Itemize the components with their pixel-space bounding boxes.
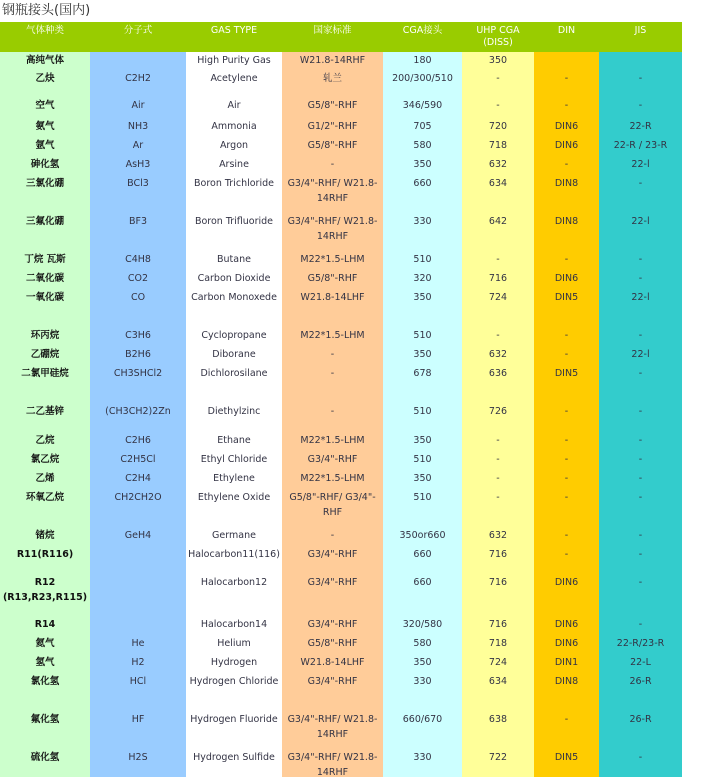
cell-national-standard: G3/4"-RHF/ W21.8-14RHF <box>287 752 378 778</box>
cell-national-standard: G3/4"-RHF/ W21.8-14RHF <box>287 216 378 242</box>
cell-jis: 22-R / 23-R <box>613 140 668 151</box>
cell-gas-type-en: Halocarbon11(116) <box>188 549 280 560</box>
cell-jis: - <box>638 273 643 284</box>
cell-jis: 22-R <box>629 121 652 132</box>
cell-gas-type-en: Hydrogen <box>210 657 258 668</box>
cell-formula: C2H6 <box>125 435 151 446</box>
cell-jis: 22-l <box>631 216 650 227</box>
table-row <box>0 119 682 138</box>
cell-jis: - <box>638 473 643 484</box>
cell-formula: GeH4 <box>124 530 152 541</box>
cell-formula: Air <box>131 100 145 111</box>
cell-national-standard: G5/8"-RHF <box>307 638 358 649</box>
cell-uhp-cga-diss: 634 <box>488 178 508 189</box>
cell-formula: H2 <box>131 657 145 668</box>
page-title: 钢瓶接头(国内) <box>2 3 91 18</box>
cell-jis: 22-l <box>631 159 650 170</box>
cell-din: - <box>564 530 569 541</box>
cell-din: DIN6 <box>554 140 579 151</box>
table-row <box>0 575 682 617</box>
cell-gas-type-en: Butane <box>217 254 251 265</box>
cell-jis: 22-l <box>631 349 650 360</box>
cell-national-standard: W21.8-14LHF <box>300 292 365 303</box>
cell-jis: - <box>638 254 643 265</box>
cell-gas-type-en: Cyclopropane <box>201 330 267 341</box>
cell-din: DIN5 <box>554 368 579 379</box>
cell-cga-connector: 350 <box>413 473 432 484</box>
cell-national-standard: 轧兰 <box>322 73 342 84</box>
header-gas-type-cn: 气体种类 <box>25 25 64 36</box>
cell-formula: Ar <box>132 140 144 151</box>
cell-jis: - <box>638 73 643 84</box>
cell-jis: - <box>638 368 643 379</box>
table-row <box>0 490 682 528</box>
cell-din: - <box>564 549 569 560</box>
cell-uhp-cga-diss: 638 <box>488 714 508 725</box>
cell-gas-type-cn: 锗烷 <box>35 530 55 541</box>
cell-gas-type-cn: 乙硼烷 <box>30 349 60 360</box>
cell-din: DIN5 <box>554 292 579 303</box>
header-uhp-cga-diss: UHP CGA (DISS) <box>476 25 520 48</box>
cell-national-standard: G3/4"-RHF <box>307 619 358 630</box>
cell-gas-type-en: Hydrogen Chloride <box>189 676 279 687</box>
cell-jis: - <box>638 619 643 630</box>
cell-gas-type-cn: 环丙烷 <box>30 330 60 341</box>
cell-cga-connector: 346/590 <box>402 100 443 111</box>
cell-jis: - <box>638 178 643 189</box>
cell-gas-type-cn: 二氧化碳 <box>25 273 64 284</box>
cell-din: DIN6 <box>554 121 579 132</box>
cell-jis: - <box>638 577 643 588</box>
cell-formula: CO2 <box>127 273 149 284</box>
cell-gas-type-en: Ethyl Chloride <box>200 454 268 465</box>
cell-national-standard: G3/4"-RHF <box>307 577 358 588</box>
cell-uhp-cga-diss: 720 <box>488 121 508 132</box>
cell-jis: - <box>638 330 643 341</box>
cell-uhp-cga-diss: 716 <box>488 619 508 630</box>
cell-cga-connector: 510 <box>413 330 432 341</box>
cell-gas-type-cn: 氨气 <box>35 121 55 132</box>
cell-cga-connector: 320/580 <box>402 619 443 630</box>
table-row <box>0 98 682 119</box>
cell-uhp-cga-diss: 716 <box>488 273 508 284</box>
table-row <box>0 138 682 157</box>
cell-cga-connector: 330 <box>413 752 432 763</box>
cell-national-standard: G3/4"-RHF <box>307 454 358 465</box>
cell-formula: CH2CH2O <box>114 492 162 503</box>
cell-formula: BF3 <box>128 216 148 227</box>
cell-jis: - <box>638 492 643 503</box>
cell-gas-type-cn: 二乙基锌 <box>25 406 64 417</box>
cell-gas-type-cn: 氦气 <box>35 638 55 649</box>
cell-gas-type-cn: 空气 <box>35 100 55 111</box>
table-row <box>0 655 682 674</box>
cell-jis: - <box>638 530 643 541</box>
cell-formula: C2H2 <box>125 73 151 84</box>
cell-gas-type-en: Ammonia <box>211 121 257 132</box>
cell-formula: C4H8 <box>125 254 151 265</box>
cell-gas-type-cn: R11(R116) <box>16 549 74 560</box>
cell-gas-type-cn: R12 (R13,R23,R115) <box>2 577 88 603</box>
cell-gas-type-en: Boron Trichloride <box>194 178 274 189</box>
cell-formula: NH3 <box>127 121 149 132</box>
cell-formula: C3H6 <box>125 330 151 341</box>
cell-uhp-cga-diss: - <box>496 254 500 265</box>
table-row <box>0 528 682 547</box>
cell-jis: - <box>638 100 643 111</box>
cell-cga-connector: 510 <box>413 406 432 417</box>
table-row <box>0 750 682 777</box>
cell-national-standard: - <box>330 406 335 417</box>
cell-uhp-cga-diss: 634 <box>488 676 508 687</box>
cell-cga-connector: 580 <box>413 140 432 151</box>
cell-formula: H2S <box>128 752 148 763</box>
cell-din: - <box>564 406 569 417</box>
cell-uhp-cga-diss: - <box>496 73 500 84</box>
table-row <box>0 547 682 575</box>
cell-national-standard: W21.8-14LHF <box>300 657 365 668</box>
header-din: DIN <box>557 25 576 36</box>
cell-din: - <box>564 454 569 465</box>
cell-gas-type-cn: 高纯气体 <box>25 55 64 66</box>
cell-din: - <box>564 435 569 446</box>
cell-gas-type-en: Halocarbon12 <box>200 577 268 588</box>
cell-national-standard: G3/4"-RHF <box>307 549 358 560</box>
header-national-standard: 国家标准 <box>313 25 352 36</box>
cell-uhp-cga-diss: 642 <box>488 216 508 227</box>
cell-gas-type-en: Ethane <box>217 435 251 446</box>
header-jis: JIS <box>634 25 647 36</box>
cell-din: - <box>564 159 569 170</box>
cell-national-standard: M22*1.5-LHM <box>300 254 365 265</box>
table-row <box>0 328 682 347</box>
cell-gas-type-en: Hydrogen Fluoride <box>190 714 278 725</box>
cell-din: - <box>564 714 569 725</box>
table-row <box>0 674 682 712</box>
cell-national-standard: - <box>330 368 335 379</box>
cell-gas-type-cn: 乙烷 <box>35 435 55 446</box>
cell-national-standard: G5/8"-RHF/ G3/4"-RHF <box>289 492 376 518</box>
cell-formula: CH3SHCl2 <box>113 368 163 379</box>
cell-uhp-cga-diss: - <box>496 492 500 503</box>
cell-formula: AsH3 <box>125 159 151 170</box>
cell-uhp-cga-diss: - <box>496 473 500 484</box>
cell-national-standard: M22*1.5-LHM <box>300 330 365 341</box>
cell-jis: - <box>638 406 643 417</box>
cell-formula: He <box>131 638 145 649</box>
cell-gas-type-cn: 硫化氢 <box>30 752 60 763</box>
cell-gas-type-en: Diborane <box>212 349 256 360</box>
cell-gas-type-cn: 氩气 <box>35 140 55 151</box>
cell-din: DIN8 <box>554 676 579 687</box>
cell-national-standard: G3/4"-RHF <box>307 676 358 687</box>
cell-uhp-cga-diss: 724 <box>488 657 508 668</box>
cell-formula: CO <box>130 292 146 303</box>
cell-cga-connector: 350 <box>413 292 432 303</box>
cell-national-standard: - <box>330 349 335 360</box>
cell-uhp-cga-diss: 726 <box>488 406 508 417</box>
cell-cga-connector: 678 <box>413 368 432 379</box>
cell-uhp-cga-diss: 632 <box>488 530 508 541</box>
cell-national-standard: W21.8-14RHF <box>299 55 366 66</box>
cell-jis: - <box>638 435 643 446</box>
cell-gas-type-cn: 环氧乙烷 <box>25 492 64 503</box>
cell-formula: C2H5Cl <box>120 454 156 465</box>
cell-din: DIN6 <box>554 577 579 588</box>
cell-cga-connector: 510 <box>413 492 432 503</box>
header-formula: 分子式 <box>123 25 153 36</box>
cell-national-standard: G5/8"-RHF <box>307 140 358 151</box>
cell-formula: HF <box>131 714 145 725</box>
cell-gas-type-cn: R14 <box>34 619 56 630</box>
cell-gas-type-cn: 二氯甲硅烷 <box>21 368 69 379</box>
cell-cga-connector: 510 <box>413 454 432 465</box>
table-row <box>0 157 682 176</box>
cell-din: DIN8 <box>554 216 579 227</box>
table-header <box>0 22 682 52</box>
cell-gas-type-en: Ethylene <box>213 473 255 484</box>
table-row <box>0 252 682 271</box>
cell-cga-connector: 330 <box>413 216 432 227</box>
cell-cga-connector: 350 <box>413 159 432 170</box>
cell-gas-type-cn: 三氟化硼 <box>25 216 64 227</box>
cell-uhp-cga-diss: 350 <box>488 55 508 66</box>
cell-uhp-cga-diss: 718 <box>488 140 508 151</box>
cell-cga-connector: 660 <box>413 178 432 189</box>
cell-jis: 22-l <box>631 292 650 303</box>
table-row <box>0 452 682 471</box>
table-row <box>0 433 682 452</box>
cell-jis: 22-R/23-R <box>616 638 665 649</box>
cell-jis: 22-L <box>630 657 651 668</box>
table-row <box>0 271 682 290</box>
cell-uhp-cga-diss: 722 <box>488 752 508 763</box>
cell-gas-type-en: Hydrogen Sulfide <box>193 752 275 763</box>
cell-national-standard: G5/8"-RHF <box>307 273 358 284</box>
cell-national-standard: - <box>330 159 335 170</box>
cell-uhp-cga-diss: - <box>496 330 500 341</box>
table-row <box>0 404 682 433</box>
cell-formula: HCl <box>129 676 147 687</box>
cell-cga-connector: 350or660 <box>399 530 446 541</box>
cell-jis: 26-R <box>629 676 652 687</box>
cell-formula: B2H6 <box>125 349 151 360</box>
cell-uhp-cga-diss: 716 <box>488 577 508 588</box>
table-row <box>0 347 682 366</box>
table-row <box>0 53 682 71</box>
table-row <box>0 71 682 98</box>
cell-cga-connector: 660 <box>413 549 432 560</box>
cell-gas-type-en: Diethylzinc <box>207 406 261 417</box>
cell-din: - <box>564 100 569 111</box>
cell-gas-type-en: Germane <box>212 530 256 541</box>
cell-gas-type-en: Ethylene Oxide <box>197 492 271 503</box>
cell-gas-type-en: Argon <box>219 140 249 151</box>
cell-din: DIN6 <box>554 638 579 649</box>
cell-din: - <box>564 254 569 265</box>
cell-cga-connector: 705 <box>413 121 432 132</box>
cell-cga-connector: 320 <box>413 273 432 284</box>
cell-cga-connector: 180 <box>413 55 432 66</box>
cell-formula: BCl3 <box>127 178 149 189</box>
cell-gas-type-en: Air <box>227 100 241 111</box>
cell-gas-type-cn: 乙烯 <box>35 473 55 484</box>
table-row <box>0 617 682 636</box>
cell-uhp-cga-diss: - <box>496 454 500 465</box>
cell-uhp-cga-diss: - <box>496 100 500 111</box>
cell-cga-connector: 350 <box>413 657 432 668</box>
cell-din: - <box>564 73 569 84</box>
cell-din: - <box>564 473 569 484</box>
cell-din: DIN1 <box>554 657 579 668</box>
cell-gas-type-cn: 氯化氢 <box>30 676 60 687</box>
cell-national-standard: G1/2"-RHF <box>307 121 358 132</box>
cell-national-standard: - <box>330 530 335 541</box>
cell-jis: - <box>638 549 643 560</box>
cell-uhp-cga-diss: 632 <box>488 349 508 360</box>
cell-uhp-cga-diss: 632 <box>488 159 508 170</box>
cell-gas-type-cn: 氟化氢 <box>30 714 60 725</box>
cell-gas-type-cn: 砷化氢 <box>30 159 60 170</box>
cell-gas-type-cn: 乙炔 <box>35 73 55 84</box>
cell-din: DIN8 <box>554 178 579 189</box>
cell-din: - <box>564 492 569 503</box>
cell-gas-type-cn: 一氧化碳 <box>25 292 64 303</box>
cell-gas-type-cn: 氯乙烷 <box>30 454 60 465</box>
cell-din: DIN6 <box>554 619 579 630</box>
table-row <box>0 471 682 490</box>
cell-jis: - <box>638 454 643 465</box>
header-gas-type-en: GAS TYPE <box>210 25 258 36</box>
cell-national-standard: M22*1.5-LHM <box>300 435 365 446</box>
cell-uhp-cga-diss: 724 <box>488 292 508 303</box>
cell-jis: 26-R <box>629 714 652 725</box>
cell-formula: (CH3CH2)2Zn <box>105 406 171 417</box>
cell-gas-type-en: Carbon Monoxede <box>191 292 277 303</box>
cell-gas-type-en: Helium <box>217 638 251 649</box>
header-cga-connector: CGA接头 <box>402 25 443 36</box>
cell-gas-type-en: High Purity Gas <box>197 55 271 66</box>
cell-national-standard: G5/8"-RHF <box>307 100 358 111</box>
cell-gas-type-en: Arsine <box>219 159 249 170</box>
cell-cga-connector: 200/300/510 <box>392 73 453 84</box>
cell-formula: C2H4 <box>125 473 151 484</box>
cell-gas-type-cn: 三氯化硼 <box>25 178 64 189</box>
cell-national-standard: G3/4"-RHF/ W21.8-14RHF <box>287 714 378 740</box>
cell-jis: - <box>638 752 643 763</box>
table-row <box>0 290 682 328</box>
cell-uhp-cga-diss: 718 <box>488 638 508 649</box>
cell-national-standard: M22*1.5-LHM <box>300 473 365 484</box>
cell-din: - <box>564 349 569 360</box>
cell-gas-type-en: Dichlorosilane <box>200 368 268 379</box>
table-row <box>0 636 682 655</box>
cell-uhp-cga-diss: 636 <box>488 368 508 379</box>
cell-cga-connector: 580 <box>413 638 432 649</box>
cell-cga-connector: 660 <box>413 577 432 588</box>
cell-din: - <box>564 330 569 341</box>
cell-cga-connector: 350 <box>413 435 432 446</box>
cell-cga-connector: 350 <box>413 349 432 360</box>
table-row <box>0 366 682 404</box>
table-row <box>0 176 682 214</box>
cell-din: DIN5 <box>554 752 579 763</box>
cell-gas-type-en: Boron Trifluoride <box>194 216 274 227</box>
cell-uhp-cga-diss: - <box>496 435 500 446</box>
cell-gas-type-en: Carbon Dioxide <box>197 273 271 284</box>
cell-gas-type-en: Acetylene <box>210 73 258 84</box>
cell-din: DIN6 <box>554 273 579 284</box>
table-row <box>0 712 682 750</box>
cell-cga-connector: 660/670 <box>402 714 443 725</box>
cell-gas-type-cn: 氢气 <box>35 657 55 668</box>
cell-gas-type-cn: 丁烷 瓦斯 <box>24 254 66 265</box>
table-row <box>0 214 682 252</box>
cell-cga-connector: 330 <box>413 676 432 687</box>
cell-gas-type-en: Halocarbon14 <box>200 619 268 630</box>
cell-uhp-cga-diss: 716 <box>488 549 508 560</box>
cell-cga-connector: 510 <box>413 254 432 265</box>
cell-national-standard: G3/4"-RHF/ W21.8-14RHF <box>287 178 378 204</box>
